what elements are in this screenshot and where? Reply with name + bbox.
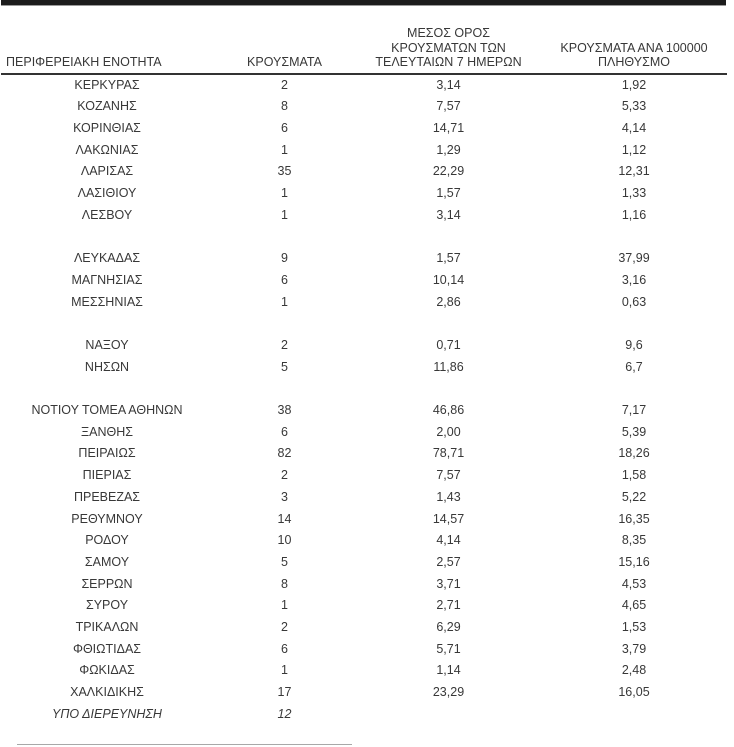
cases-cell: 17 xyxy=(277,685,292,700)
region-cell: ΤΡΙΚΑΛΩΝ xyxy=(75,620,139,635)
avg-7day-cell: 22,29 xyxy=(432,164,465,179)
avg-7day-cell: 3,14 xyxy=(436,77,461,92)
spacer-cell xyxy=(1,378,727,400)
cases-cell: 5 xyxy=(281,554,288,569)
cases-cell: 14 xyxy=(277,511,292,526)
region-cell: ΛΕΥΚΑΔΑΣ xyxy=(73,251,141,266)
avg-7day-cell: 2,86 xyxy=(436,294,461,309)
cases-cell: 1 xyxy=(281,294,288,309)
top-rule xyxy=(1,0,726,6)
per-100k-cell xyxy=(541,704,727,726)
cases-cell: 2 xyxy=(281,337,288,352)
table-row xyxy=(1,617,727,639)
regional-cases-table xyxy=(1,26,727,726)
per-100k-cell: 3,79 xyxy=(621,641,647,656)
avg-7day-cell: 1,57 xyxy=(436,186,461,201)
table-row xyxy=(1,487,727,509)
cases-cell: 2 xyxy=(281,620,288,635)
cases-cell: 1 xyxy=(281,663,288,678)
region-cell: ΞΑΝΘΗΣ xyxy=(81,424,133,439)
per-100k-cell: 37,99 xyxy=(618,251,650,266)
cases-cell: 38 xyxy=(277,403,292,417)
table-row xyxy=(1,574,727,596)
table-row xyxy=(1,704,727,726)
cases-cell: 9 xyxy=(281,251,288,266)
bottom-partial-rule xyxy=(17,744,352,745)
region-cell: ΠΕΙΡΑΙΩΣ xyxy=(78,446,136,461)
per-100k-cell: 1,16 xyxy=(621,207,647,222)
table-row xyxy=(1,270,727,292)
per-100k-cell: 5,22 xyxy=(621,489,647,504)
avg-7day-cell: 23,29 xyxy=(432,685,465,700)
avg-7day-cell: 2,57 xyxy=(436,554,461,569)
region-cell: ΛΑΚΩΝΙΑΣ xyxy=(75,142,139,157)
region-cell: ΡΕΘΥΜΝΟΥ xyxy=(71,511,143,526)
table-row xyxy=(1,443,727,465)
per-100k-cell: 5,33 xyxy=(621,99,647,114)
avg-7day-cell: 1,57 xyxy=(436,251,461,266)
avg-7day-cell: 46,86 xyxy=(432,403,465,417)
region-cell: ΠΙΕΡΙΑΣ xyxy=(82,468,132,483)
avg-7day-cell: 1,29 xyxy=(436,142,461,157)
per-100k-cell: 4,65 xyxy=(621,598,647,613)
per-100k-cell: 0,63 xyxy=(621,294,647,309)
cases-cell: 1 xyxy=(281,207,288,222)
avg-7day-cell: 11,86 xyxy=(433,359,464,374)
cases-cell: 5 xyxy=(281,359,288,374)
spacer-cell xyxy=(1,313,727,335)
per-100k-cell: 5,39 xyxy=(621,424,647,439)
cases-cell: 35 xyxy=(277,164,292,179)
avg-7day-cell: 6,29 xyxy=(436,620,461,635)
per-100k-cell: 4,53 xyxy=(621,576,647,591)
avg-7day-cell: 3,14 xyxy=(436,207,461,222)
per-100k-cell: 1,33 xyxy=(621,186,647,201)
column-header-cases xyxy=(213,26,356,74)
avg-7day-cell: 7,57 xyxy=(436,99,461,114)
table-row xyxy=(1,357,727,379)
per-100k-cell: 1,53 xyxy=(621,620,647,635)
per-100k-cell: 1,58 xyxy=(621,468,647,483)
table-body xyxy=(1,74,727,726)
cases-cell: 1 xyxy=(281,598,288,613)
cases-cell: 82 xyxy=(277,446,292,461)
avg-7day-cell: 1,43 xyxy=(436,489,461,504)
per-100k-cell: 7,17 xyxy=(621,403,647,417)
cases-cell: 6 xyxy=(281,641,288,656)
avg-7day-cell: 0,71 xyxy=(436,337,461,352)
avg-7day-cell xyxy=(356,704,541,726)
per-100k-cell: 6,7 xyxy=(625,359,643,374)
region-cell: ΣΥΡΟΥ xyxy=(85,598,129,613)
table-row xyxy=(1,400,727,422)
column-header-per-100k xyxy=(541,26,727,74)
cases-cell: 6 xyxy=(281,120,288,135)
per-100k-cell: 9,6 xyxy=(625,337,643,352)
region-cell: ΛΕΣΒΟΥ xyxy=(81,207,133,222)
table-row xyxy=(1,509,727,531)
region-cell: ΦΩΚΙΔΑΣ xyxy=(79,663,135,678)
avg-7day-cell: 14,71 xyxy=(432,120,465,135)
avg-7day-cell: 7,57 xyxy=(436,468,461,483)
per-100k-cell: 16,35 xyxy=(618,511,650,526)
region-cell: ΜΕΣΣΗΝΙΑΣ xyxy=(71,294,143,309)
header-line: ΚΡΟΥΣΜΑΤΑ ΑΝΑ 100000 xyxy=(560,40,708,55)
per-100k-cell: 1,12 xyxy=(621,142,647,157)
spacer-row xyxy=(1,378,727,400)
region-cell: ΧΑΛΚΙΔΙΚΗΣ xyxy=(70,685,144,700)
region-cell: ΦΘΙΩΤΙΔΑΣ xyxy=(72,641,142,656)
avg-7day-cell: 78,71 xyxy=(432,446,465,461)
avg-7day-cell: 2,00 xyxy=(436,424,461,439)
region-cell: ΥΠΟ ΔΙΕΡΕΥΝΗΣΗ xyxy=(52,706,162,721)
avg-7day-cell: 5,71 xyxy=(436,641,461,656)
spacer-row xyxy=(1,313,727,335)
region-cell: ΠΡΕΒΕΖΑΣ xyxy=(73,489,141,504)
table-row xyxy=(1,552,727,574)
region-cell: ΣΕΡΡΩΝ xyxy=(81,576,133,591)
header-line: ΤΕΛΕΥΤΑΙΩΝ 7 ΗΜΕΡΩΝ xyxy=(375,55,522,69)
per-100k-cell: 8,35 xyxy=(621,533,647,548)
cases-cell: 8 xyxy=(281,99,288,114)
table-row xyxy=(1,335,727,357)
region-cell: ΚΕΡΚΥΡΑΣ xyxy=(74,77,140,92)
table-row xyxy=(1,292,727,314)
table-row xyxy=(1,682,727,704)
per-100k-cell: 15,16 xyxy=(618,554,650,569)
region-cell: ΝΟΤΙΟΥ ΤΟΜΕΑ ΑΘΗΝΩΝ xyxy=(31,403,183,417)
cases-cell: 12 xyxy=(277,706,292,721)
column-header-avg-7day xyxy=(356,26,541,74)
table-row xyxy=(1,183,727,205)
avg-7day-cell: 4,14 xyxy=(436,533,461,548)
region-cell: ΚΟΡΙΝΘΙΑΣ xyxy=(73,120,141,135)
avg-7day-cell: 14,57 xyxy=(432,511,465,526)
header-line: ΠΕΡΙΦΕΡΕΙΑΚΗ ΕΝΟΤΗΤΑ xyxy=(6,55,162,69)
region-cell: ΛΑΡΙΣΑΣ xyxy=(80,164,134,179)
table-row xyxy=(1,465,727,487)
header-line: ΠΛΗΘΥΣΜΟ xyxy=(598,55,670,69)
per-100k-cell: 2,48 xyxy=(621,663,647,678)
cases-cell: 1 xyxy=(281,142,288,157)
region-cell: ΝΑΞΟΥ xyxy=(85,337,129,352)
per-100k-cell: 16,05 xyxy=(618,685,650,700)
cases-cell: 3 xyxy=(281,489,288,504)
region-cell: ΜΑΓΝΗΣΙΑΣ xyxy=(71,272,143,287)
region-cell: ΛΑΣΙΘΙΟΥ xyxy=(77,186,137,201)
column-header-region xyxy=(1,26,213,74)
header-line: ΜΕΣΟΣ ΟΡΟΣ xyxy=(407,26,490,40)
cases-cell: 8 xyxy=(281,576,288,591)
per-100k-cell: 4,14 xyxy=(621,120,647,135)
table-row xyxy=(1,530,727,552)
header-line: ΚΡΟΥΣΜΑΤΩΝ ΤΩΝ xyxy=(391,40,506,55)
cases-cell: 6 xyxy=(281,424,288,439)
table-row xyxy=(1,639,727,661)
table-row xyxy=(1,161,727,183)
table-row xyxy=(1,205,727,227)
table-row xyxy=(1,595,727,617)
cases-cell: 10 xyxy=(277,533,292,548)
header-row xyxy=(1,26,727,74)
table-row xyxy=(1,422,727,444)
avg-7day-cell: 3,71 xyxy=(436,576,461,591)
table-row xyxy=(1,660,727,682)
cases-cell: 2 xyxy=(281,77,288,92)
spacer-row xyxy=(1,226,727,248)
per-100k-cell: 1,92 xyxy=(621,77,647,92)
spacer-cell xyxy=(1,226,727,248)
cases-cell: 6 xyxy=(281,272,288,287)
avg-7day-cell: 1,14 xyxy=(436,663,461,678)
table-row xyxy=(1,74,727,97)
table-row xyxy=(1,118,727,140)
table-row xyxy=(1,248,727,270)
cases-cell: 2 xyxy=(281,468,288,483)
header-line: ΚΡΟΥΣΜΑΤΑ xyxy=(247,55,322,69)
region-cell: ΝΗΣΩΝ xyxy=(84,359,130,374)
table-row xyxy=(1,96,727,118)
region-cell: ΡΟΔΟΥ xyxy=(85,533,129,548)
table-row xyxy=(1,140,727,162)
avg-7day-cell: 10,14 xyxy=(432,272,465,287)
cases-cell: 1 xyxy=(281,186,288,201)
per-100k-cell: 12,31 xyxy=(618,164,650,179)
region-cell: ΚΟΖΑΝΗΣ xyxy=(77,99,137,114)
region-cell: ΣΑΜΟΥ xyxy=(84,554,130,569)
avg-7day-cell: 2,71 xyxy=(436,598,461,613)
per-100k-cell: 18,26 xyxy=(618,446,650,461)
per-100k-cell: 3,16 xyxy=(621,272,647,287)
